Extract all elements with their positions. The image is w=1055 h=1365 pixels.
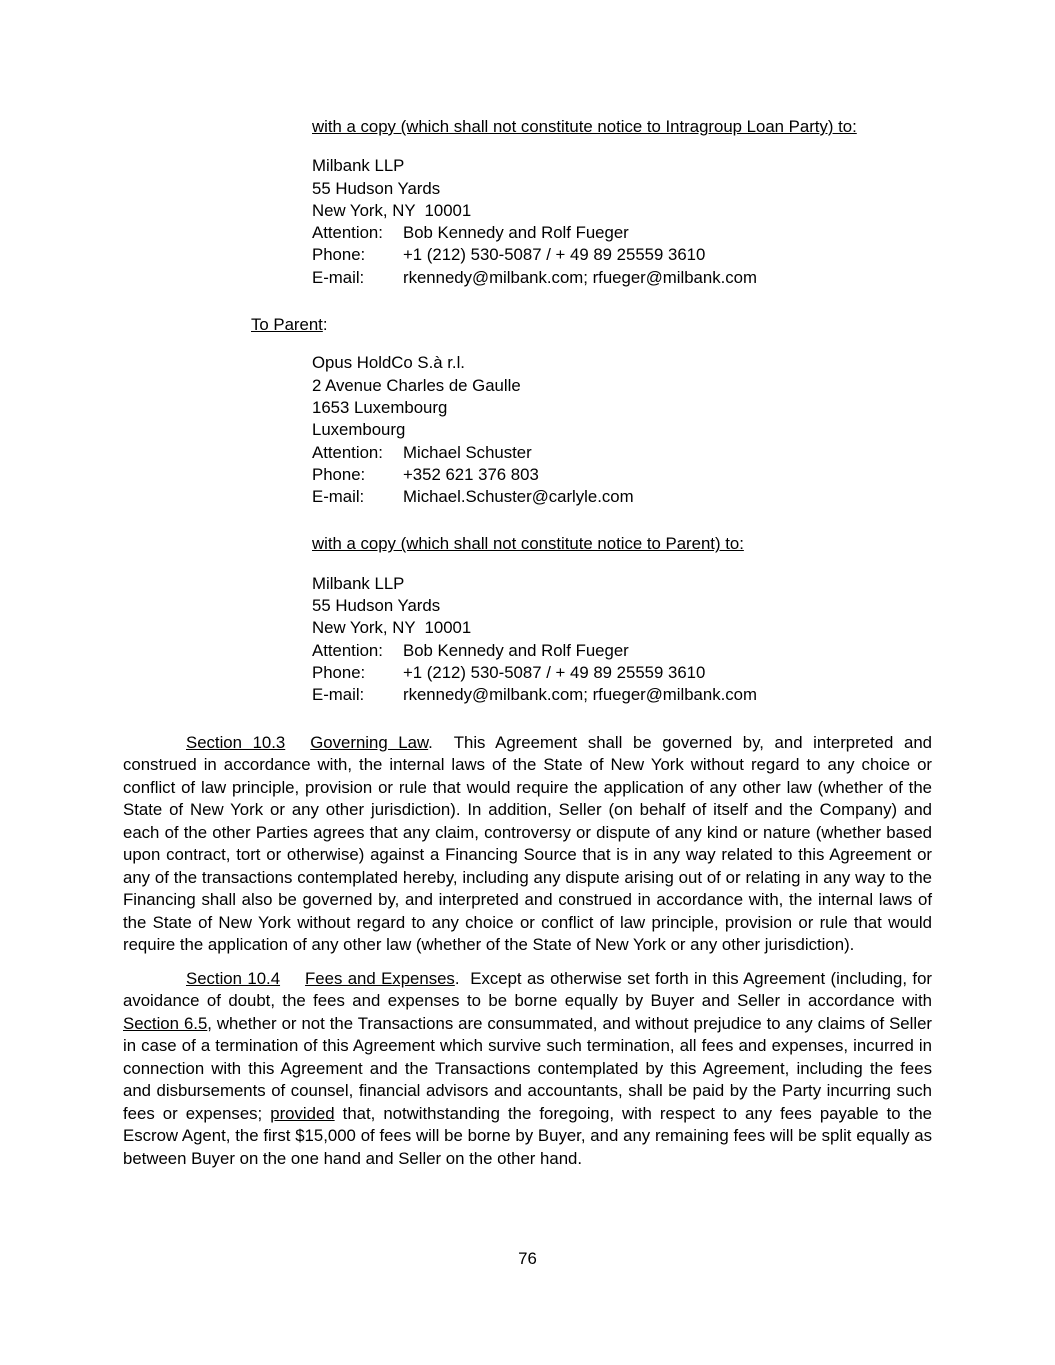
address-line-postal: 1653 Luxembourg <box>312 397 448 417</box>
address-line-firm: Milbank LLP <box>312 156 405 176</box>
page-number: 76 <box>518 1249 537 1268</box>
email-row <box>312 267 932 289</box>
to-parent-heading: To Parent: <box>251 315 328 335</box>
phone-label: Phone: <box>312 245 366 265</box>
email-label: E-mail: <box>312 487 365 507</box>
attention-label: Attention: <box>312 223 383 243</box>
address-line-street: 2 Avenue Charles de Gaulle <box>312 375 521 395</box>
phone-value: +352 621 376 803 <box>403 464 539 484</box>
email-value: rkennedy@milbank.com; rfueger@milbank.com <box>403 267 757 287</box>
email-row <box>312 684 932 706</box>
email-row <box>312 486 932 508</box>
address-block-parent <box>312 352 932 508</box>
attention-value: Bob Kennedy and Rolf Fueger <box>403 223 629 243</box>
phone-label: Phone: <box>312 464 366 484</box>
email-value: Michael.Schuster@carlyle.com <box>403 487 634 507</box>
attention-value: Michael Schuster <box>403 442 532 462</box>
address-line-city: New York, NY 10001 <box>312 618 472 638</box>
attention-label: Attention: <box>312 442 383 462</box>
attention-row <box>312 442 932 464</box>
copy-notice-heading-parent: with a copy (which shall not constitute notice to Parent) to: <box>312 534 744 554</box>
phone-row <box>312 244 932 266</box>
attention-row <box>312 222 932 244</box>
copy-notice-heading-intragroup: with a copy (which shall not constitute notice to Intragroup Loan Party) to: <box>312 117 857 136</box>
phone-label: Phone: <box>312 662 366 682</box>
attention-value: Bob Kennedy and Rolf Fueger <box>403 640 629 660</box>
address-line-street: 55 Hudson Yards <box>312 596 441 616</box>
section-10-3-governing-law-paragraph: Section 10.3 Governing Law. This Agreement shall be governed by, and interpreted and construed in accordance with, the internal laws of the State of New York without regard to any choice or conflict of law principle, provision or rule that would require the application of any other law (whether of the State of New York or any other jurisdiction). In addition, Seller (on behalf of itself and the Company) and each of the other Parties agrees that any claim, controversy or dispute of any kind or nature (whether based upon contract, tort or otherwise) against a Financing Source that is in any way related to this Agreement or any of the transactions contemplated hereby, including any dispute arising out of or relating in any way to the Financing shall also be governed by, and interpreted and construed in accordance with, the internal laws of the State of New York without regard to any choice or conflict of law principle, provision or rule that would require the application of any other law (whether of the State of New York or any other jurisdiction). <box>123 732 937 955</box>
attention-row <box>312 640 932 662</box>
address-line-company: Opus HoldCo S.à r.l. <box>312 353 465 373</box>
email-label: E-mail: <box>312 685 365 705</box>
address-block-milbank-parent <box>312 573 932 707</box>
email-label: E-mail: <box>312 267 365 287</box>
phone-value: +1 (212) 530-5087 / + 49 89 25559 3610 <box>403 662 706 682</box>
address-line-street: 55 Hudson Yards <box>312 178 441 198</box>
phone-row <box>312 464 932 486</box>
address-block-milbank-intragroup <box>312 155 932 289</box>
phone-row <box>312 662 932 684</box>
attention-label: Attention: <box>312 640 383 660</box>
email-value: rkennedy@milbank.com; rfueger@milbank.com <box>403 685 757 705</box>
address-line-firm: Milbank LLP <box>312 573 405 593</box>
phone-value: +1 (212) 530-5087 / + 49 89 25559 3610 <box>403 245 706 265</box>
address-line-country: Luxembourg <box>312 420 406 440</box>
document-body <box>123 116 937 1181</box>
section-10-4-fees-and-expenses-paragraph: Section 10.4 Fees and Expenses. Except as otherwise set forth in this Agreement (including, for avoidance of doubt, the fees and expenses to be borne equally by Buyer and Seller in accordance with Section 6.5, whether or not the Transactions are consummated, and without prejudice to any claims of Seller in case of a termination of this Agreement which survive such termination, all fees and expenses, incurred in connection with this Agreement and the Transactions contemplated by this Agreement, including the fees and disbursements of counsel, financial advisors and accountants, shall be paid by the Party incurring such fees or expenses; provided that, notwithstanding the foregoing, with respect to any fees payable to the Escrow Agent, the first $15,000 of fees will be borne by Buyer, and any remaining fees will be split equally as between Buyer on the one hand and Seller on the other hand. <box>123 968 937 1168</box>
address-line-city: New York, NY 10001 <box>312 200 472 220</box>
